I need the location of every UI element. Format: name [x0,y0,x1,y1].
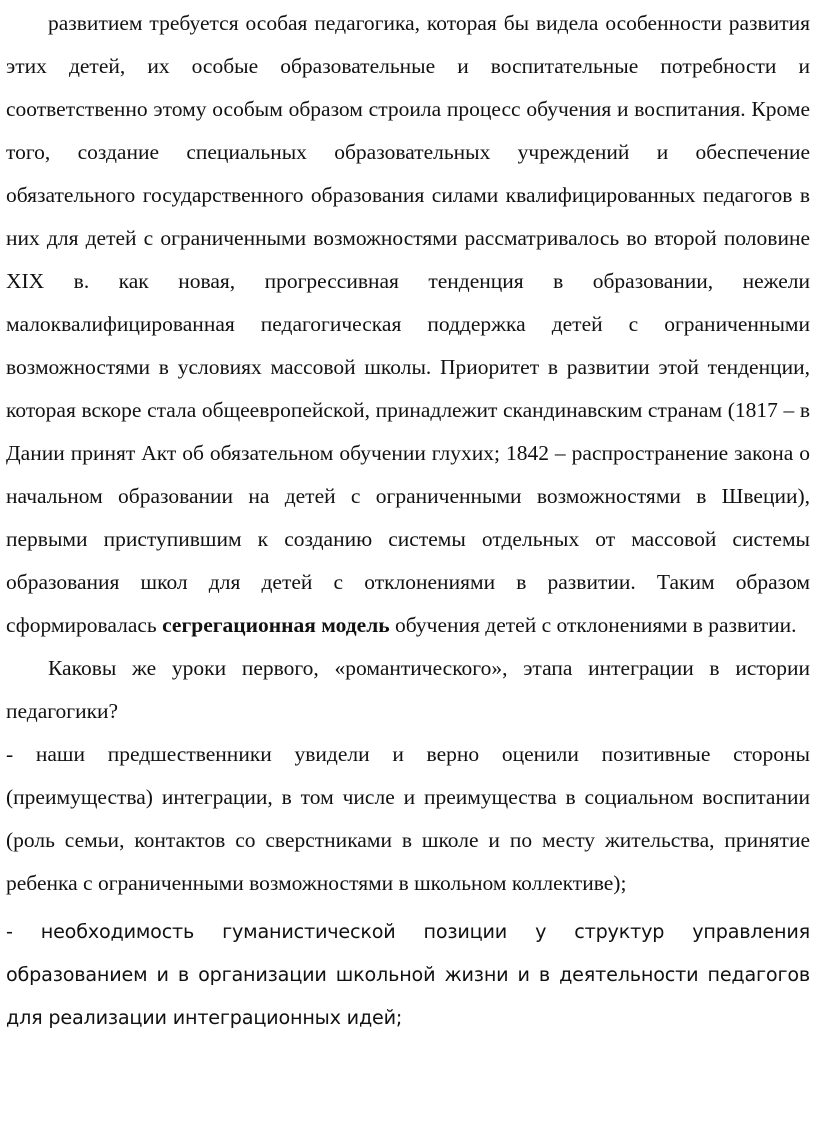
paragraph-text-end: обучения детей с отклонениями в развитии. [389,613,797,637]
bullet-item-advantages: - наши предшественники увидели и верно оценили позитивные стороны (преимущества) интеграции, в том числе и преимущества в социальном воспитании (роль семьи, контактов со сверстниками в школе и по месту жительства, принятие ребенка с ограниченными возможностями в школьном коллективе); [6,742,810,895]
bullet-item-humanistic-position: - необходимость гуманистической позиции у структур управления образованием и в организации школьной жизни и в деятельности педагогов для реализации интеграционных идей; [6,920,810,1029]
bold-term: сегрегационная модель [162,613,390,637]
paragraph-text: развитием требуется особая педагогика, которая бы видела особенности развития этих детей, их особые образовательные и воспитательные потребности и соответственно этому особым образом строила процесс обучения и воспитания. Кроме того, создание специальных образовательных учреждений и обеспечение обязательного государственного образования силами квалифицированных педагогов в них для детей с ограниченными возможностями рассматривалось во второй половине XIX в. как новая, прогрессивная тенденция в образовании, нежели малоквалифицированная педагогическая поддержка детей с ограниченными возможностями в условиях массовой школы. Приоритет в развитии этой тенденции, которая вскоре стала общеевропейской, принадлежит скандинавским странам (1817 – в Дании принят Акт об обязательном обучении глухих; 1842 – распространение закона о начальном образовании на детей с ограниченными возможностями в Швеции), первыми приступившим к созданию системы отдельных от массовой системы образования школ для детей с отклонениями в развитии. Таким образом сформировалась [6,11,810,637]
paragraph-lessons-question: Каковы же уроки первого, «романтического», этапа интеграции в истории педагогики? [6,656,810,723]
paragraph-segregation-model [6,0,810,647]
